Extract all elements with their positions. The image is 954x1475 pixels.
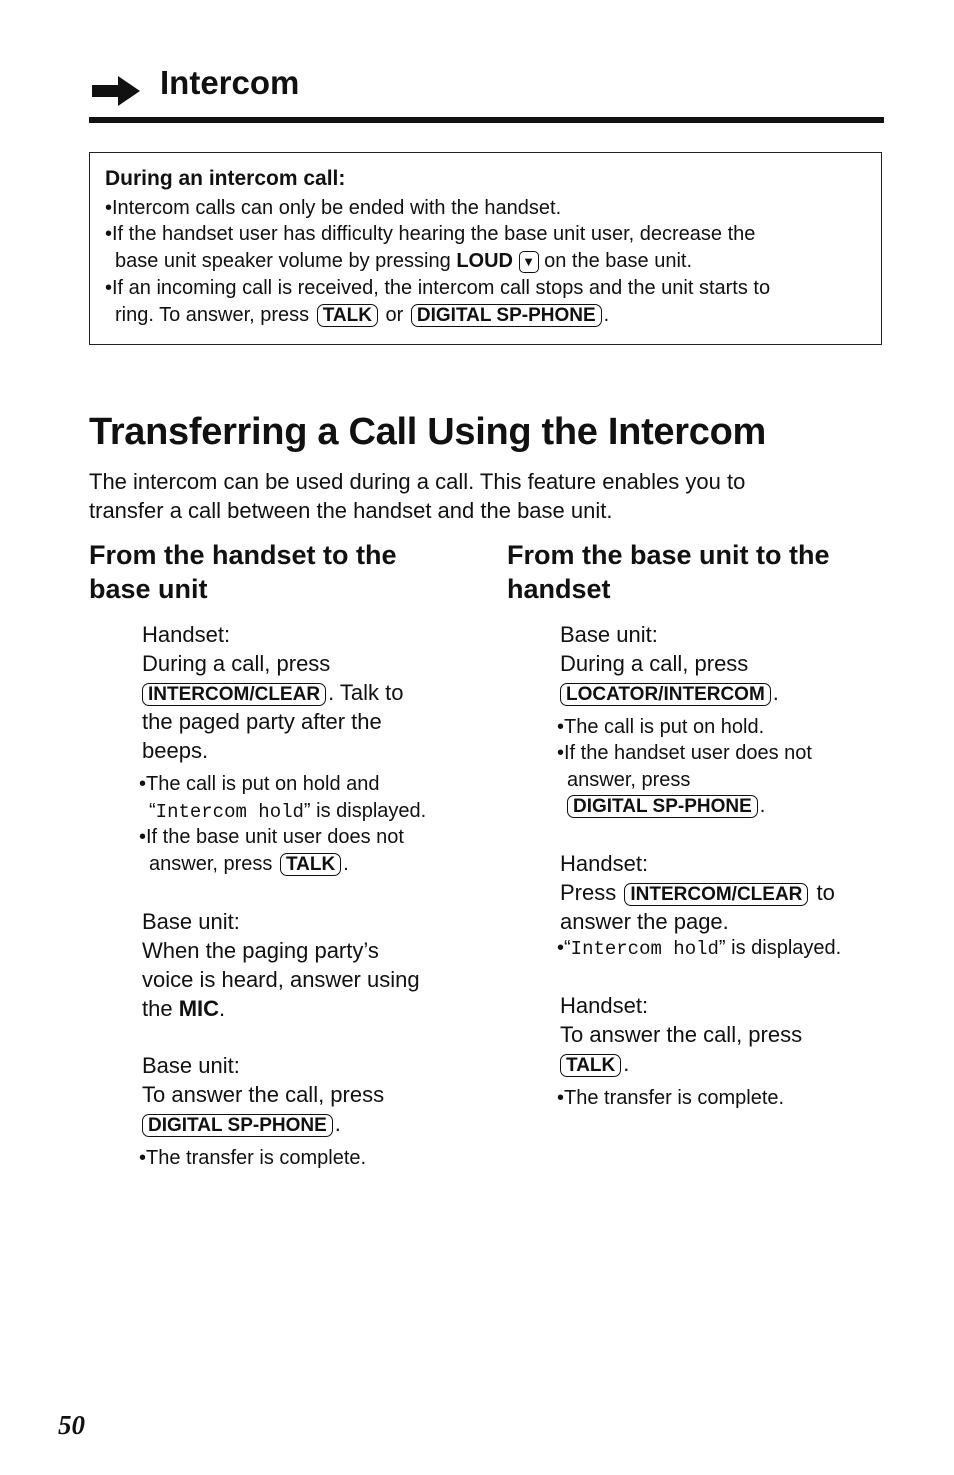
bullet: •The call is put on hold and [139,773,380,795]
talk-key: TALK [317,304,378,327]
bullet: •If the base unit user does not [139,826,404,848]
left-step-2 [142,907,420,1023]
step-line: During a call, press [560,651,749,676]
text: on the base unit. [538,250,692,272]
mic-label: MIC [178,996,220,1021]
step-label: Handset: [560,993,649,1018]
left-step-1 [142,620,403,765]
locator-intercom-key: LOCATOR/INTERCOM [560,683,771,706]
text: answer, press [149,853,278,875]
step-line: answer the page. [560,909,729,934]
talk-key: TALK [280,853,341,876]
left-heading [89,538,397,606]
intro-line: The intercom can be used during a call. This feature enables you to [89,469,746,494]
note-bullet: •If the handset user has difficulty hearing the base unit user, decrease the [105,223,756,245]
digital-sp-phone-key: DIGITAL SP-PHONE [411,304,602,327]
text: . [334,1111,341,1136]
step-label: Base unit: [560,622,658,647]
intro-line: transfer a call between the handset and the base unit. [89,498,613,523]
text: . [772,680,779,705]
loud-label: LOUD [456,250,513,272]
text: . [623,1051,630,1076]
text: ” is displayed. [303,800,427,822]
note-bullet: •If an incoming call is received, the intercom call stops and the unit starts to [105,277,771,299]
page-number: 50 [58,1410,85,1440]
text: base unit speaker volume by pressing [115,250,457,272]
text: . [759,795,766,817]
digital-sp-phone-key: DIGITAL SP-PHONE [142,1114,333,1137]
display-text: Intercom hold [155,801,304,823]
step-line: the paged party after the [142,709,382,734]
text: to [810,880,835,905]
text: ” is displayed. [718,937,842,959]
note-bullet: •Intercom calls can only be ended with the handset. [105,197,562,219]
text: •“ [557,937,571,959]
right-heading [507,538,830,606]
section-title: Intercom [160,64,300,101]
left-step-3 [142,1051,384,1138]
text: ring. To answer, press [115,304,315,326]
step-line: When the paging party’s [142,938,379,963]
text: . Talk to [328,680,404,705]
step-label: Handset: [560,851,649,876]
display-text: Intercom hold [570,938,719,960]
text: the [142,996,179,1021]
bullet: •If the handset user does not [557,742,812,764]
bullet [557,935,841,962]
heading-line: From the handset to the [89,540,397,570]
bullet-cont [149,798,426,825]
text: or [379,304,409,326]
step-line [560,878,835,907]
step-line [560,1049,802,1078]
bullet: •The call is put on hold. [557,716,765,738]
step-line [560,678,779,707]
heading-line: From the base unit to the [507,540,830,570]
right-step-2 [560,849,835,936]
bullet: •The transfer is complete. [557,1087,785,1109]
step-line [142,678,403,707]
text: “ [149,800,156,822]
intro-paragraph [89,467,745,525]
step-line: To answer the call, press [142,1082,385,1107]
intercom-clear-key: INTERCOM/CLEAR [142,683,326,706]
note-title: During an intercom call: [105,167,346,190]
header-rule [89,117,884,123]
step-line [142,1109,384,1138]
text: Press [560,880,623,905]
page-title: Transferring a Call Using the Intercom [89,411,766,453]
note-bullet-cont [115,248,692,274]
right-arrow-icon [92,76,140,106]
intercom-clear-key: INTERCOM/CLEAR [624,883,808,906]
heading-line: handset [507,574,611,604]
text: . [343,853,349,875]
right-step-1 [560,620,779,707]
step-line: To answer the call, press [560,1022,803,1047]
bullet-cont [567,793,765,819]
volume-down-key: ▼ [519,251,539,273]
step-line [142,994,420,1023]
step-line: During a call, press [142,651,331,676]
right-step-3 [560,991,802,1078]
note-bullet-cont [115,302,609,328]
step-label: Base unit: [142,909,240,934]
text: . [219,996,226,1021]
talk-key: TALK [560,1054,621,1077]
bullet-cont [149,851,349,877]
step-label: Handset: [142,622,231,647]
step-label: Base unit: [142,1053,240,1078]
bullet-cont: answer, press [567,769,691,791]
step-line: voice is heard, answer using [142,967,420,992]
bullet: •The transfer is complete. [139,1147,367,1169]
step-line: beeps. [142,738,209,763]
digital-sp-phone-key: DIGITAL SP-PHONE [567,795,758,818]
heading-line: base unit [89,574,208,604]
text: . [603,304,610,326]
